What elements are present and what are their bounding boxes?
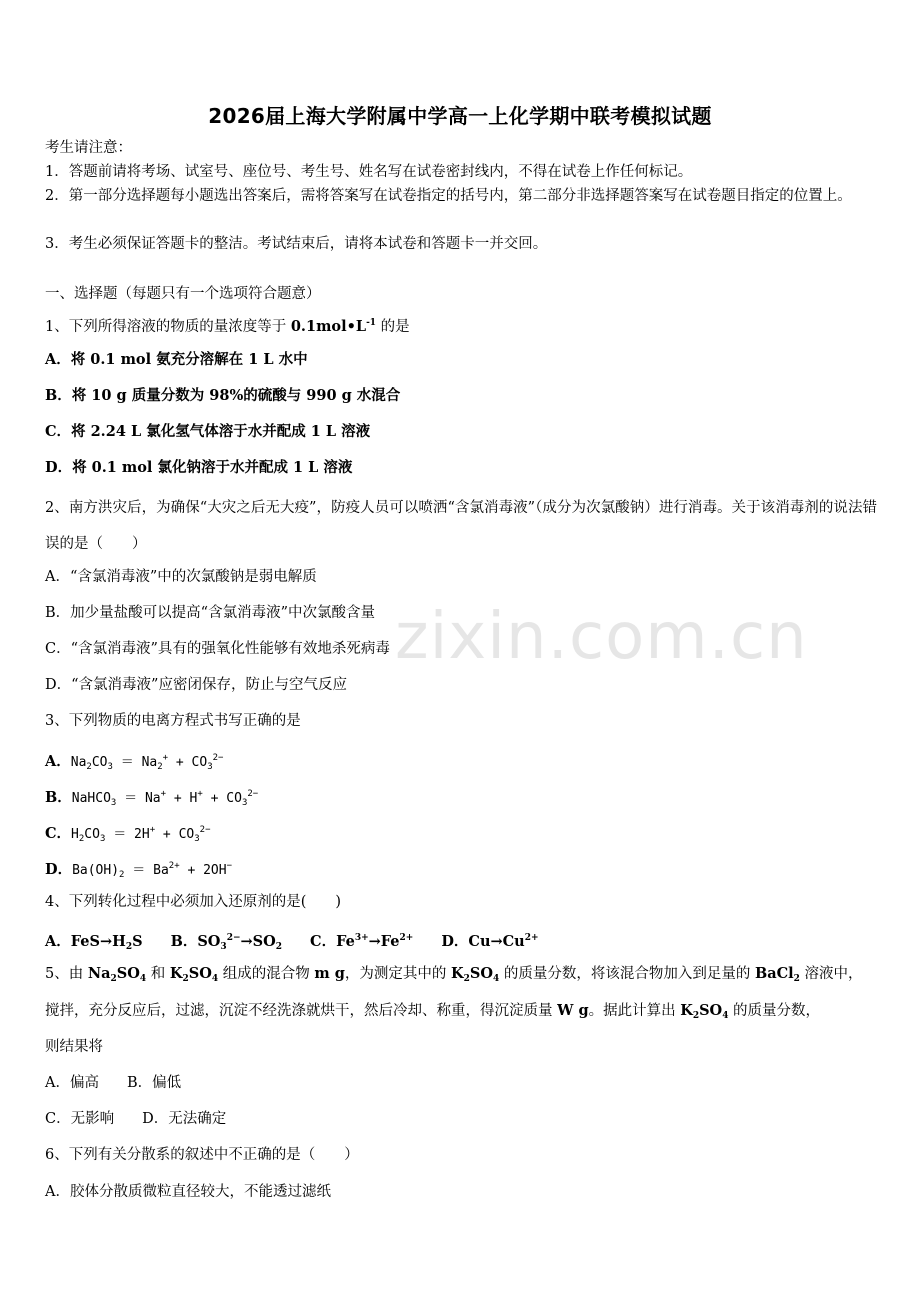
question-3-stem: 3、下列物质的电离方程式书写正确的是 bbox=[45, 713, 301, 729]
question-2-option-a: A．“含氯消毒液”中的次氯酸钠是弱电解质 bbox=[45, 569, 317, 585]
question-5-stem-line-3: 则结果将 bbox=[45, 1039, 103, 1055]
question-6-stem: 6、下列有关分散系的叙述中不正确的是（ ） bbox=[45, 1147, 359, 1163]
question-3-option-a: A．$Na_2CO_3 = Na_2^+ + CO_3^{2-}$ bbox=[45, 753, 224, 772]
section-heading: 一、选择题（每题只有一个选项符合题意） bbox=[45, 286, 321, 302]
question-6-option-a: A．胶体分散质微粒直径较大，不能透过滤纸 bbox=[45, 1184, 331, 1200]
question-5-options-row-1: A．偏高 B．偏低 bbox=[45, 1075, 182, 1091]
page-title: 2026届上海大学附属中学高一上化学期中联考模拟试题 bbox=[208, 104, 712, 128]
question-4-options: A．$FeS\to H_2S$ B．$SO_3^{2-}\to SO_2$ C．$Fe^{3+}\to Fe^{2+}$ D．$Cu\to Cu^{2+}$ bbox=[45, 933, 539, 952]
question-3-option-b: B．NaHCO$_3$ ＝ $Na^+ + H^+ + CO_3^{2-}$ bbox=[45, 789, 259, 808]
notice-item-2: 2．第一部分选择题每小题选出答案后，需将答案写在试卷指定的括号内，第二部分非选择题答案写在试卷题目指定的位置上。 bbox=[45, 188, 852, 204]
notice-item-3: 3．考生必须保证答题卡的整洁。考试结束后，请将本试卷和答题卡一并交回。 bbox=[45, 236, 548, 252]
question-1-stem: 1、下列所得溶液的物质的量浓度等于 $0.1mol•L^{-1}$ 的是 bbox=[45, 318, 410, 335]
question-3-option-c: C．$H_2CO_3 = 2H^+ + CO_3^{2-}$ bbox=[45, 825, 211, 844]
watermark: zixin.com.cn bbox=[395, 600, 808, 674]
question-1-option-c: C．将 2.24 L 氯化氢气体溶于水并配成 1 L 溶液 bbox=[45, 423, 371, 440]
question-1-option-d: D．将 0.1 mol 氯化钠溶于水并配成 1 L 溶液 bbox=[45, 459, 353, 476]
question-5-stem-line-2: 搅拌，充分反应后，过滤，沉淀不经洗涤就烘干，然后冷却、称重，得沉淀质量 W g。据此计算出 $K_2SO_4$ 的质量分数， bbox=[45, 1002, 821, 1021]
question-5-stem-line-1: 5、由 $Na_2SO_4$ 和 $K_2SO_4$ 组成的混合物 m g，为测定其中的 $K_2SO_4$ 的质量分数，将该混合物加入到足量的 BaCl$_2$ 溶液中， bbox=[45, 965, 863, 984]
question-5-options-row-2: C．无影响 D．无法确定 bbox=[45, 1111, 227, 1127]
question-2-option-d: D．“含氯消毒液”应密闭保存，防止与空气反应 bbox=[45, 677, 347, 693]
question-2-stem: 2、南方洪灾后，为确保“大灾之后无大疫”，防疫人员可以喷洒“含氯消毒液”（成分为次氯酸钠）进行消毒。关于该消毒剂的说法错误的是（ ） bbox=[45, 500, 877, 552]
question-1-option-a: A．将 0.1 mol 氨充分溶解在 1 L 水中 bbox=[45, 351, 308, 368]
notice-heading: 考生请注意： bbox=[45, 140, 132, 156]
question-2-option-b: B．加少量盐酸可以提高“含氯消毒液”中次氯酸含量 bbox=[45, 605, 375, 621]
question-2-option-c: C．“含氯消毒液”具有的强氧化性能够有效地杀死病毒 bbox=[45, 641, 390, 657]
question-3-option-d: D．$Ba(OH)_2 = Ba^{2+} + 2OH^-$ bbox=[45, 861, 233, 880]
question-4-stem: 4、下列转化过程中必须加入还原剂的是( ) bbox=[45, 894, 342, 910]
notice-item-1: 1．答题前请将考场、试室号、座位号、考生号、姓名写在试卷密封线内，不得在试卷上作任何标记。 bbox=[45, 164, 693, 180]
question-1-option-b: B．将 10 g 质量分数为 98%的硫酸与 990 g 水混合 bbox=[45, 387, 401, 404]
